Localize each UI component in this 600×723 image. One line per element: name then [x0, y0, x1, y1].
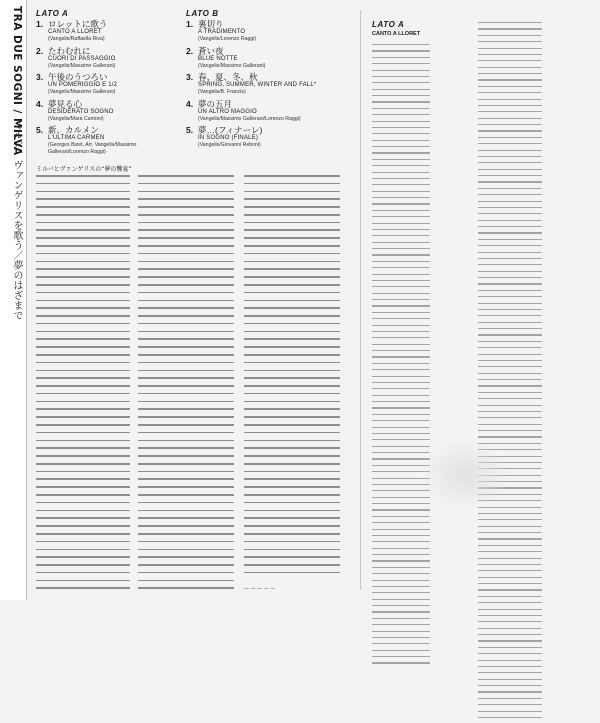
track-a5 — [36, 125, 186, 155]
lyrics-first-song: CANTO A LLORET — [372, 31, 421, 37]
track-credit: (Georges Bizet, Arr. Vangelis/Massimo Gallerani/Lorenzo Raggi) — [48, 142, 137, 155]
track-credit: (Vangelis/Raffaella Riva) — [48, 36, 105, 42]
track-number: 5. — [186, 125, 194, 135]
spine-subtitle: ミルバ、ヴァンゲリスを歌う／夢のはざまで — [11, 120, 22, 320]
track-title-jp: 裏切り — [198, 19, 224, 29]
track-title-jp: ロレットに歌う — [48, 19, 108, 29]
track-b3 — [186, 72, 356, 96]
lyrics-column-2 — [478, 22, 542, 723]
essay-column-2 — [138, 175, 234, 595]
track-b5 — [186, 125, 356, 149]
track-title: IN SOGNO (FINALE) — [198, 135, 259, 141]
track-title-jp: 夢見る心 — [48, 98, 83, 109]
track-title: DESIDERATO SOGNO — [48, 108, 114, 115]
essay-heading: ミルバとヴァンゲリスの“夢の饗宴” — [36, 166, 132, 173]
spine-title: TRA DUE SOGNI / MILVA — [11, 6, 23, 156]
track-credit: (Vangelis/B. Francis) — [198, 89, 246, 95]
paper-stain — [420, 440, 510, 510]
track-credit: (Vangelis/Lorenzo Raggi) — [198, 36, 257, 42]
track-number: 2. — [36, 45, 44, 56]
track-credit: (Vangelis/Massimo Gallerani) — [48, 89, 116, 95]
track-b2 — [186, 46, 356, 70]
track-title: SPRING, SUMMER, WINTER AND FALL* — [198, 82, 317, 88]
track-title-jp: 蒼い夜 — [198, 45, 224, 56]
track-title: CANTO A LLORET — [48, 29, 102, 35]
track-b4 — [186, 99, 356, 123]
track-number: 2. — [186, 45, 194, 56]
lyrics-side-label: LATO A — [372, 20, 405, 29]
track-credit: (Vangelis/Massimo Gallerani) — [198, 62, 266, 69]
side-b-label: LATO B — [186, 9, 219, 18]
track-title-jp: 春、夏、冬、秋 — [198, 72, 258, 82]
essay-column-3 — [244, 175, 340, 580]
track-number: 3. — [36, 72, 44, 82]
track-title: CUORI DI PASSAGGIO — [48, 55, 116, 62]
track-credit: (Vangelis/Massimo Gallerani) — [48, 62, 116, 69]
track-credit: (Vangelis/Massimo Gallerani/Lorenzo Raggi) — [198, 115, 301, 122]
track-a4 — [36, 99, 186, 123]
side-b-tracklist — [186, 19, 356, 152]
track-a3 — [36, 72, 186, 96]
essay-column-1 — [36, 175, 130, 595]
track-number: 3. — [186, 72, 194, 82]
track-title: UN ALTRO MAGGIO — [198, 108, 257, 115]
track-title: A TRADIMENTO — [198, 29, 246, 35]
track-title: BLUE NOTTE — [198, 55, 238, 62]
spine-band — [0, 0, 27, 600]
track-number: 1. — [36, 19, 44, 29]
track-title: L'ULTIMA CARMEN — [48, 135, 105, 141]
track-number: 4. — [36, 98, 44, 109]
track-b1 — [186, 19, 356, 43]
essay-signature: — — — — — — [244, 586, 276, 592]
track-title-jp: 午後のうつろい — [48, 72, 108, 82]
track-title: UN POMERIGGIO E 1/2 — [48, 82, 118, 88]
track-a1 — [36, 19, 186, 43]
side-a-tracklist — [36, 19, 186, 158]
column-divider — [360, 10, 361, 590]
side-a-label: LATO A — [36, 9, 69, 18]
track-a2 — [36, 46, 186, 70]
track-title-jp: 夢…(フィナーレ) — [198, 125, 263, 135]
track-credit: (Vangelis/Giovanni Reboni) — [198, 142, 261, 148]
lyrics-column-1 — [372, 44, 430, 669]
track-credit: (Vangelis/Mara Cantoni) — [48, 115, 104, 122]
track-title-jp: 新、カルメン — [48, 125, 99, 135]
track-title-jp: たわむれに — [48, 45, 91, 56]
track-number: 1. — [186, 19, 194, 29]
track-number: 4. — [186, 98, 194, 109]
track-number: 5. — [36, 125, 44, 135]
track-title-jp: 夢の五月 — [198, 98, 233, 109]
